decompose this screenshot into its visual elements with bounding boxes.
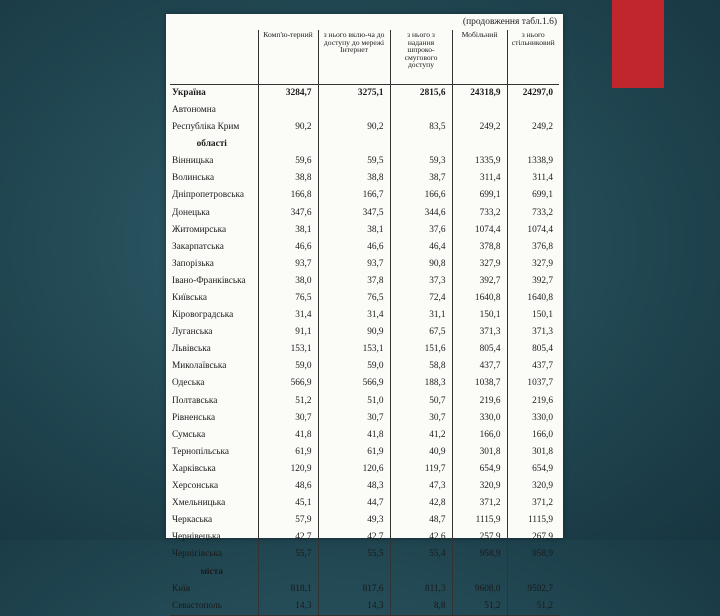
region-name-cell: Івано-Франківська bbox=[172, 275, 246, 286]
value-cell: 30,7 bbox=[258, 410, 318, 427]
value-cell: 320,9 bbox=[452, 478, 507, 495]
region-name-cell: Сумська bbox=[172, 429, 206, 440]
value-cell: 1038,7 bbox=[452, 376, 507, 393]
value-cell: 1338,9 bbox=[507, 153, 559, 170]
value-cell: 55,7 bbox=[258, 547, 318, 564]
value-cell: 59,6 bbox=[258, 153, 318, 170]
table-row bbox=[170, 188, 559, 205]
value-cell bbox=[390, 102, 452, 119]
value-cell: 3284,7 bbox=[258, 85, 318, 103]
value-cell: 38,1 bbox=[258, 222, 318, 239]
value-cell: 151,6 bbox=[390, 341, 452, 358]
value-cell: 958,9 bbox=[507, 547, 559, 564]
value-cell: 91,1 bbox=[258, 324, 318, 341]
value-cell: 9608,0 bbox=[452, 581, 507, 598]
value-cell: 347,5 bbox=[318, 205, 390, 222]
value-cell: 371,2 bbox=[452, 495, 507, 512]
table-row bbox=[170, 256, 559, 273]
value-cell: 90,9 bbox=[318, 324, 390, 341]
value-cell: 44,7 bbox=[318, 495, 390, 512]
value-cell: 437,7 bbox=[452, 359, 507, 376]
continuation-note: (продовження табл.1.6) bbox=[462, 17, 557, 27]
table-row bbox=[170, 205, 559, 222]
value-cell: 30,7 bbox=[318, 410, 390, 427]
table-row bbox=[170, 564, 559, 581]
region-name-cell: Полтавська bbox=[172, 395, 218, 406]
value-cell: 257,9 bbox=[452, 529, 507, 546]
value-cell: 76,5 bbox=[318, 290, 390, 307]
value-cell: 166,0 bbox=[507, 427, 559, 444]
region-name-cell: Львівська bbox=[172, 344, 211, 355]
value-cell: 46,6 bbox=[318, 239, 390, 256]
value-cell: 120,6 bbox=[318, 461, 390, 478]
value-cell: 37,8 bbox=[318, 273, 390, 290]
table-row bbox=[170, 359, 559, 376]
value-cell: 51,2 bbox=[507, 598, 559, 616]
value-cell: 654,9 bbox=[452, 461, 507, 478]
table-row bbox=[170, 153, 559, 170]
region-name-cell: Київська bbox=[172, 293, 207, 304]
value-cell: 59,0 bbox=[318, 359, 390, 376]
table-body bbox=[170, 85, 559, 616]
value-cell: 83,5 bbox=[390, 119, 452, 136]
value-cell: 699,1 bbox=[452, 188, 507, 205]
table-row bbox=[170, 529, 559, 546]
value-cell: 55,4 bbox=[390, 547, 452, 564]
region-name-cell: Кіровоградська bbox=[172, 310, 234, 321]
region-name-cell: Луганська bbox=[172, 327, 213, 338]
value-cell: 57,9 bbox=[258, 512, 318, 529]
table-row bbox=[170, 444, 559, 461]
value-cell: 31,1 bbox=[390, 307, 452, 324]
table-row bbox=[170, 461, 559, 478]
region-name-cell: Україна bbox=[172, 87, 206, 98]
value-cell: 150,1 bbox=[452, 307, 507, 324]
document-page bbox=[166, 14, 563, 611]
value-cell: 14,3 bbox=[258, 598, 318, 616]
value-cell: 1115,9 bbox=[452, 512, 507, 529]
value-cell: 30,7 bbox=[390, 410, 452, 427]
value-cell: 38,8 bbox=[318, 170, 390, 187]
value-cell: 311,4 bbox=[507, 170, 559, 187]
value-cell: 733,2 bbox=[452, 205, 507, 222]
value-cell bbox=[318, 136, 390, 153]
table-row bbox=[170, 581, 559, 598]
value-cell: 344,6 bbox=[390, 205, 452, 222]
region-name-cell: Донецька bbox=[172, 207, 210, 218]
table-row bbox=[170, 495, 559, 512]
value-cell: 311,4 bbox=[452, 170, 507, 187]
value-cell: 48,6 bbox=[258, 478, 318, 495]
region-name-cell: Республіка Крим bbox=[172, 122, 240, 133]
value-cell: 24318,9 bbox=[452, 85, 507, 103]
value-cell: 24297,0 bbox=[507, 85, 559, 103]
region-name-cell: Київ bbox=[172, 583, 191, 594]
region-name-cell: області bbox=[196, 139, 227, 150]
value-cell: 42,6 bbox=[390, 529, 452, 546]
value-cell bbox=[507, 136, 559, 153]
value-cell bbox=[258, 564, 318, 581]
value-cell: 1640,8 bbox=[452, 290, 507, 307]
value-cell: 376,8 bbox=[507, 239, 559, 256]
value-cell bbox=[318, 564, 390, 581]
region-name-cell: Хмельницька bbox=[172, 498, 226, 509]
value-cell: 61,9 bbox=[258, 444, 318, 461]
value-cell: 347,6 bbox=[258, 205, 318, 222]
value-cell: 301,8 bbox=[452, 444, 507, 461]
value-cell: 1335,9 bbox=[452, 153, 507, 170]
value-cell bbox=[507, 102, 559, 119]
value-cell: 93,7 bbox=[318, 256, 390, 273]
value-cell: 76,5 bbox=[258, 290, 318, 307]
value-cell: 49,3 bbox=[318, 512, 390, 529]
value-cell: 14,3 bbox=[318, 598, 390, 616]
value-cell: 733,2 bbox=[507, 205, 559, 222]
value-cell bbox=[452, 102, 507, 119]
value-cell: 48,7 bbox=[390, 512, 452, 529]
region-name-cell: Херсонська bbox=[172, 481, 219, 492]
value-cell: 1037,7 bbox=[507, 376, 559, 393]
value-cell: 566,9 bbox=[318, 376, 390, 393]
value-cell: 58,8 bbox=[390, 359, 452, 376]
header-computer: Комп'ю-терний bbox=[258, 30, 318, 85]
value-cell: 46,4 bbox=[390, 239, 452, 256]
value-cell: 166,7 bbox=[318, 188, 390, 205]
value-cell: 817,6 bbox=[318, 581, 390, 598]
value-cell: 699,1 bbox=[507, 188, 559, 205]
region-name-cell: Чернігівська bbox=[172, 549, 222, 560]
value-cell: 327,9 bbox=[452, 256, 507, 273]
value-cell: 55,5 bbox=[318, 547, 390, 564]
region-name-cell: Тернопільська bbox=[172, 446, 230, 457]
value-cell: 1074,4 bbox=[452, 222, 507, 239]
table-row bbox=[170, 341, 559, 358]
value-cell: 153,1 bbox=[318, 341, 390, 358]
table-row bbox=[170, 102, 559, 119]
table-row bbox=[170, 324, 559, 341]
value-cell: 72,4 bbox=[390, 290, 452, 307]
table-row bbox=[170, 478, 559, 495]
value-cell: 120,9 bbox=[258, 461, 318, 478]
header-mobile: Мобільний bbox=[452, 30, 507, 85]
region-name-cell: Автономна bbox=[172, 104, 216, 115]
value-cell: 392,7 bbox=[507, 273, 559, 290]
table-row bbox=[170, 239, 559, 256]
value-cell: 330,0 bbox=[507, 410, 559, 427]
value-cell: 327,9 bbox=[507, 256, 559, 273]
value-cell bbox=[258, 102, 318, 119]
region-name-cell: Харківська bbox=[172, 463, 216, 474]
value-cell: 90,2 bbox=[318, 119, 390, 136]
value-cell: 166,8 bbox=[258, 188, 318, 205]
value-cell: 59,3 bbox=[390, 153, 452, 170]
value-cell: 119,7 bbox=[390, 461, 452, 478]
value-cell: 958,9 bbox=[452, 547, 507, 564]
value-cell: 47,3 bbox=[390, 478, 452, 495]
value-cell bbox=[507, 564, 559, 581]
value-cell: 61,9 bbox=[318, 444, 390, 461]
table-row bbox=[170, 598, 559, 616]
value-cell: 249,2 bbox=[452, 119, 507, 136]
statistics-table bbox=[170, 30, 559, 616]
value-cell: 31,4 bbox=[258, 307, 318, 324]
table-row bbox=[170, 427, 559, 444]
value-cell bbox=[390, 136, 452, 153]
value-cell: 50,7 bbox=[390, 393, 452, 410]
value-cell: 188,3 bbox=[390, 376, 452, 393]
header-internet-access: з нього вклю-ча до доступу до мережі Інтернет bbox=[318, 30, 390, 85]
value-cell: 59,5 bbox=[318, 153, 390, 170]
value-cell: 90,8 bbox=[390, 256, 452, 273]
table-row bbox=[170, 222, 559, 239]
value-cell: 31,4 bbox=[318, 307, 390, 324]
region-name-cell: Черкаська bbox=[172, 515, 213, 526]
value-cell: 153,1 bbox=[258, 341, 318, 358]
value-cell: 219,6 bbox=[507, 393, 559, 410]
value-cell: 38,0 bbox=[258, 273, 318, 290]
value-cell: 42,7 bbox=[318, 529, 390, 546]
table-row bbox=[170, 512, 559, 529]
value-cell: 51,2 bbox=[452, 598, 507, 616]
table-row bbox=[170, 547, 559, 564]
value-cell bbox=[452, 136, 507, 153]
value-cell: 249,2 bbox=[507, 119, 559, 136]
value-cell: 805,4 bbox=[452, 341, 507, 358]
value-cell: 38,1 bbox=[318, 222, 390, 239]
value-cell: 805,4 bbox=[507, 341, 559, 358]
value-cell: 2815,6 bbox=[390, 85, 452, 103]
table-row bbox=[170, 410, 559, 427]
value-cell: 59,0 bbox=[258, 359, 318, 376]
value-cell: 437,7 bbox=[507, 359, 559, 376]
value-cell: 48,3 bbox=[318, 478, 390, 495]
table-row bbox=[170, 393, 559, 410]
value-cell: 371,3 bbox=[452, 324, 507, 341]
region-name-cell: Житомирська bbox=[172, 224, 227, 235]
region-name-cell: Чернівецька bbox=[172, 532, 221, 543]
value-cell: 267,9 bbox=[507, 529, 559, 546]
value-cell: 51,2 bbox=[258, 393, 318, 410]
value-cell: 654,9 bbox=[507, 461, 559, 478]
value-cell: 1640,8 bbox=[507, 290, 559, 307]
table-row bbox=[170, 273, 559, 290]
value-cell: 42,8 bbox=[390, 495, 452, 512]
table-row bbox=[170, 376, 559, 393]
value-cell: 1074,4 bbox=[507, 222, 559, 239]
value-cell: 301,8 bbox=[507, 444, 559, 461]
value-cell: 150,1 bbox=[507, 307, 559, 324]
value-cell: 67,5 bbox=[390, 324, 452, 341]
value-cell: 1115,9 bbox=[507, 512, 559, 529]
header-cellular: з нього стільниковий bbox=[507, 30, 559, 85]
value-cell: 41,8 bbox=[318, 427, 390, 444]
value-cell: 46,6 bbox=[258, 239, 318, 256]
value-cell: 371,3 bbox=[507, 324, 559, 341]
value-cell: 90,2 bbox=[258, 119, 318, 136]
value-cell: 8,8 bbox=[390, 598, 452, 616]
region-name-cell: Рівненська bbox=[172, 412, 216, 423]
value-cell: 378,8 bbox=[452, 239, 507, 256]
region-name-cell: Севастополь bbox=[170, 598, 258, 616]
table-row bbox=[170, 307, 559, 324]
value-cell: 811,3 bbox=[390, 581, 452, 598]
value-cell: 41,2 bbox=[390, 427, 452, 444]
value-cell bbox=[390, 564, 452, 581]
region-name-cell: Вінницька bbox=[172, 156, 214, 167]
table-row bbox=[170, 119, 559, 136]
value-cell: 166,0 bbox=[452, 427, 507, 444]
value-cell: 40,9 bbox=[390, 444, 452, 461]
value-cell: 3275,1 bbox=[318, 85, 390, 103]
value-cell: 392,7 bbox=[452, 273, 507, 290]
region-name-cell: Закарпатська bbox=[172, 241, 224, 252]
value-cell: 9592,7 bbox=[507, 581, 559, 598]
table-row bbox=[170, 136, 559, 153]
table-row bbox=[170, 290, 559, 307]
value-cell: 566,9 bbox=[258, 376, 318, 393]
value-cell: 371,2 bbox=[507, 495, 559, 512]
value-cell: 51,0 bbox=[318, 393, 390, 410]
value-cell bbox=[452, 564, 507, 581]
value-cell: 45,1 bbox=[258, 495, 318, 512]
value-cell: 818,1 bbox=[258, 581, 318, 598]
header-broadband: з нього з надання шпроко-смугового доступу bbox=[390, 30, 452, 85]
value-cell: 37,6 bbox=[390, 222, 452, 239]
region-name-cell: Дніпропетровська bbox=[172, 190, 244, 201]
value-cell: 330,0 bbox=[452, 410, 507, 427]
region-name-cell: Запорізька bbox=[172, 258, 214, 269]
region-name-cell: міста bbox=[200, 566, 223, 577]
table-row bbox=[170, 85, 559, 103]
value-cell: 320,9 bbox=[507, 478, 559, 495]
value-cell: 93,7 bbox=[258, 256, 318, 273]
value-cell: 38,7 bbox=[390, 170, 452, 187]
value-cell: 166,6 bbox=[390, 188, 452, 205]
table-header-row bbox=[170, 30, 559, 85]
region-name-cell: Одеська bbox=[172, 378, 205, 389]
header-region bbox=[170, 30, 258, 85]
region-name-cell: Миколаївська bbox=[172, 361, 227, 372]
value-cell: 42,7 bbox=[258, 529, 318, 546]
region-name-cell: Волинська bbox=[172, 173, 215, 184]
value-cell: 38,8 bbox=[258, 170, 318, 187]
value-cell: 41,8 bbox=[258, 427, 318, 444]
value-cell: 219,6 bbox=[452, 393, 507, 410]
value-cell: 37,3 bbox=[390, 273, 452, 290]
value-cell bbox=[318, 102, 390, 119]
table-row bbox=[170, 170, 559, 187]
red-accent-block bbox=[612, 0, 664, 88]
value-cell bbox=[258, 136, 318, 153]
